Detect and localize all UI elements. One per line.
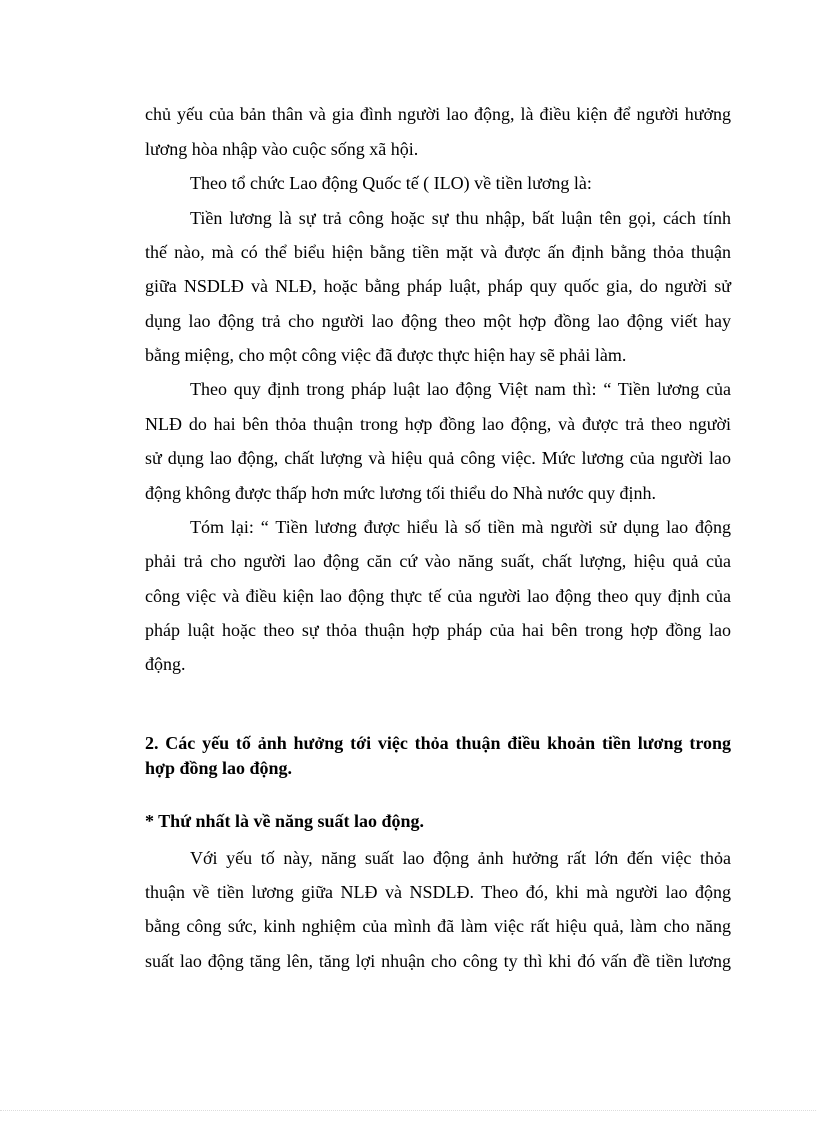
- paragraph-line: Tóm lại: “ Tiền lương được hiểu là số tiền mà người sử dụng lao động: [190, 517, 731, 537]
- paragraph-line: suất lao động tăng lên, tăng lợi nhuận cho công ty thì khi đó vấn đề tiền lương: [145, 951, 731, 971]
- paragraph-line: thuận về tiền lương giữa NLĐ và NSDLĐ. Theo đó, khi mà người lao động: [145, 882, 731, 902]
- paragraph-line: Tiền lương là sự trả công hoặc sự thu nhập, bất luận tên gọi, cách tính: [190, 208, 731, 228]
- paragraph-line: thế nào, mà có thể biểu hiện bằng tiền mặt và được ấn định bằng thỏa thuận: [145, 242, 731, 262]
- paragraph-line: Theo tổ chức Lao động Quốc tế ( ILO) về tiền lương là:: [190, 173, 592, 193]
- paragraph-line: chủ yếu của bản thân và gia đình người lao động, là điều kiện để người hưởng: [145, 104, 731, 124]
- paragraph-line: dụng lao động trả cho người lao động theo một hợp đồng lao động viết hay: [145, 311, 731, 331]
- subheading: * Thứ nhất là về năng suất lao động.: [145, 811, 425, 831]
- paragraph-line: động không được thấp hơn mức lương tối thiểu do Nhà nước quy định.: [145, 483, 657, 503]
- paragraph-line: sử dụng lao động, chất lượng và hiệu quả công việc. Mức lương của người lao: [145, 448, 731, 468]
- paragraph-line: pháp luật hoặc theo sự thỏa thuận hợp pháp của hai bên trong hợp đồng lao: [145, 620, 731, 640]
- paragraph-line: giữa NSDLĐ và NLĐ, hoặc bằng pháp luật, pháp quy quốc gia, do người sử: [145, 276, 731, 296]
- paragraph-line: bằng miệng, cho một công việc đã được thực hiện hay sẽ phải làm.: [145, 345, 627, 365]
- paragraph-line: lương hòa nhập vào cuộc sống xã hội.: [145, 139, 419, 159]
- paragraph-line: Theo quy định trong pháp luật lao động Việt nam thì: “ Tiền lương của: [190, 379, 731, 399]
- paragraph-line: Với yếu tố này, năng suất lao động ảnh hưởng rất lớn đến việc thỏa: [190, 848, 731, 868]
- paragraph-line: bằng công sức, kinh nghiệm của mình đã làm việc rất hiệu quả, làm cho năng: [145, 916, 731, 936]
- section-heading: hợp đồng lao động.: [145, 758, 293, 778]
- paragraph-line: công việc và điều kiện lao động thực tế của người lao động theo quy định của: [145, 586, 731, 606]
- paragraph-line: NLĐ do hai bên thỏa thuận trong hợp đồng lao động, và được trả theo người: [145, 414, 731, 434]
- page-bottom-rule: [0, 1110, 816, 1111]
- paragraph-line: động.: [145, 654, 186, 674]
- paragraph-line: phải trả cho người lao động căn cứ vào năng suất, chất lượng, hiệu quả của: [145, 551, 731, 571]
- section-heading: 2. Các yếu tố ảnh hưởng tới việc thỏa thuận điều khoản tiền lương trong: [145, 733, 731, 753]
